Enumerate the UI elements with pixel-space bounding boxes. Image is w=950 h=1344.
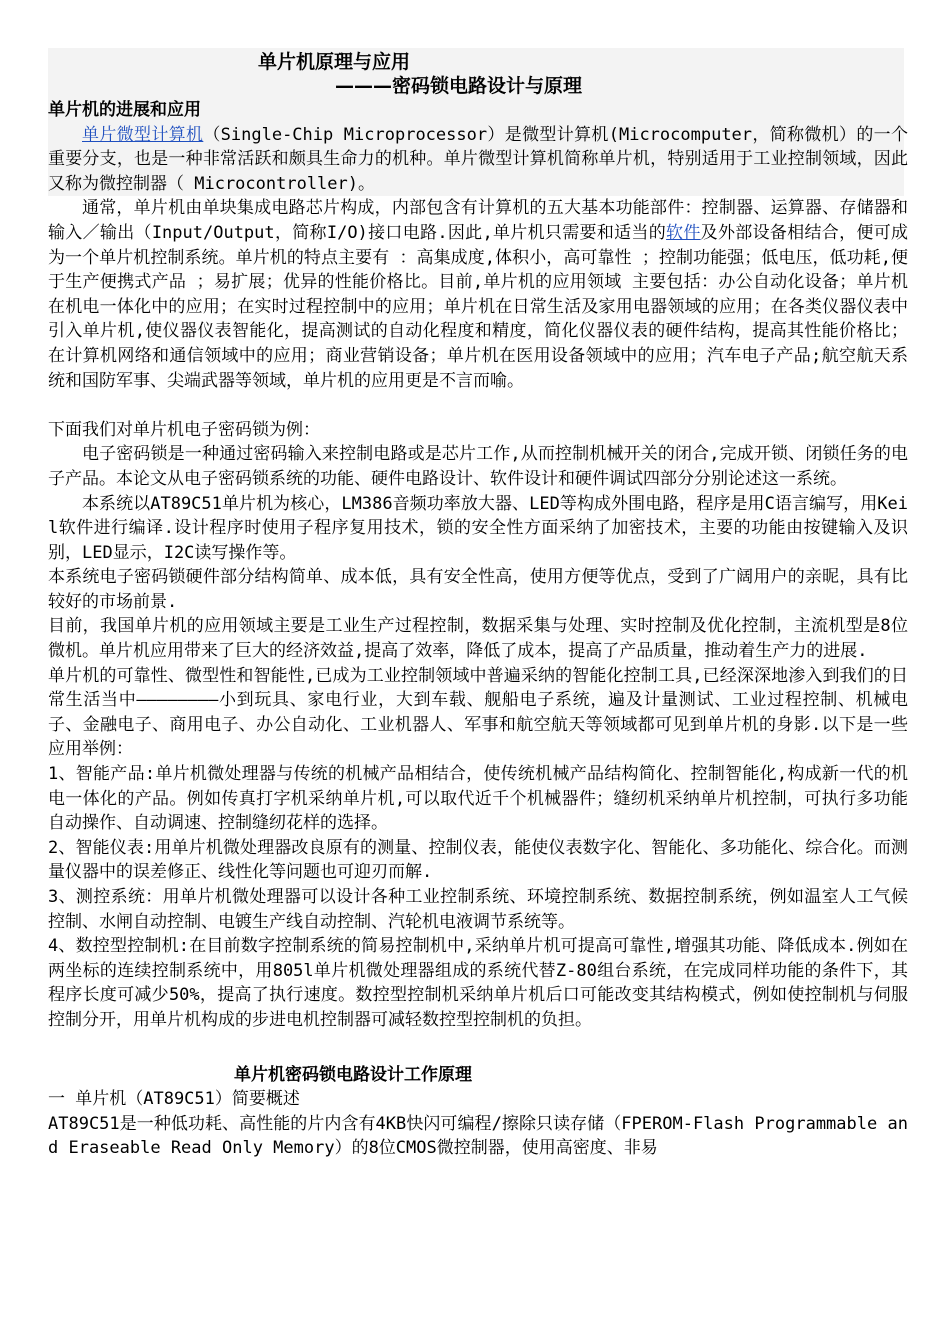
paragraph-intro-text: （Single-Chip Microprocessor）是微型计算机(Microcomputer，简称微机）的一个重要分支，也是一种非常活跃和颇具生命力的机种。单片微型计算机简称单片机，特别适用于工业控制领域，因此又称为微控制器（ Microcontroller)。 [48, 124, 909, 194]
paragraph-structure-text-a: 通常，单片机由单块集成电路芯片构成，内部包含有计算机的五大基本功能部件：控制器、运算器、存储器和输入／输出（Input/Output，简称I/O)接口电路.因此,单片机只需要和适当的 [48, 198, 908, 243]
paragraph-at89c51: AT89C51是一种低功耗、高性能的片内含有4KB快闪可编程/擦除只读存储（FPEROM-Flash Programmable and Eraseable Read Only Memory）的8位CMOS微控制器，使用高密度、非易 [48, 1113, 908, 1159]
link-single-chip-computer[interactable]: 单片微型计算机 [82, 124, 204, 145]
blank-line [48, 1033, 908, 1063]
paragraph-intro [48, 123, 908, 197]
paragraph-lock-definition: 电子密码锁是一种通过密码输入来控制电路或是芯片工作,从而控制机械开关的闭合,完成开锁、闭锁任务的电子产品。本论文从电子密码锁系统的功能、硬件电路设计、软件设计和硬件调试四部分分别论述这一系统。 [48, 444, 908, 489]
paragraph-system-overview: 本系统以AT89C51单片机为核心，LM386音频功率放大器、LED等构成外围电路，程序是用C语言编写，用Keil软件进行编译.设计程序时使用子程序复用技术，锁的安全性方面采纳了加密技术，主要的功能由按键输入及识别，LED显示，I2C读写操作等。 [48, 493, 908, 563]
paragraph-structure-text-b: 及外部设备相结合，便可成为一个单片机控制系统。单片机的特点主要有 ：高集成度,体积小，高可靠性 ；控制功能强；低电压，低功耗,便于生产便携式产品 ；易扩展；优异的性能价格比。目前,单片机的应用领域 主要包括：办公自动化设备；单片机在机电一体化中的应用；在实时过程控制中的应用；单片机在日常生活及家用电器领域的应用；在各类仪器仪表中引入单片机,使仪器仪表智能化，提高测试的自动化程度和精度，简化仪器仪表的硬件结构，提高其性能价格比；在计算机网络和通信领域中的应用；商业营销设备；单片机在医用设备领域中的应用；汽车电子产品;航空航天系统和国防军事、尖端武器等领域，单片机的应用更是不言而喻。 [48, 222, 908, 391]
section-heading-progress: 单片机的进展和应用 [48, 100, 201, 120]
list-item-smart-products: 1、智能产品:单片机微处理器与传统的机械产品相结合，使传统机械产品结构简化、控制智能化,构成新一代的机电一体化的产品。例如传真打字机采纳单片机,可以取代近千个机械器件；缝纫机采纳单片机控制，可执行多功能自动操作、自动调速、控制缝纫花样的选择。 [48, 764, 908, 834]
subsection-heading-at89c51: 一 单片机（AT89C51）简要概述 [48, 1089, 300, 1110]
paragraph-reliability: 单片机的可靠性、微型性和智能性,已成为工业控制领域中普遍采纳的智能化控制工具,已经深深地渗入到我们的日常生活当中————————小到玩具、家电行业，大到车载、舰船电子系统，遍及计量测试、工业过程控制、机械电子、金融电子、商用电子、办公自动化、工业机器人、军事和航空航天等领域都可见到单片机的身影.以下是一些应用举例： [48, 665, 908, 760]
paragraph-structure [48, 196, 908, 393]
paragraph-hardware-advantages: 本系统电子密码锁硬件部分结构简单、成本低，具有安全性高，使用方便等优点，受到了广阔用户的亲昵，具有比较好的市场前景. [48, 567, 908, 612]
document-title: 单片机原理与应用 [258, 51, 411, 73]
blank-line [48, 393, 908, 418]
document-subtitle: ———密码锁电路设计与原理 [335, 75, 583, 97]
paragraph-domestic-application: 目前，我国单片机的应用领域主要是工业生产过程控制，数据采集与处理、实时控制及优化控制，主流机型是8位微机。单片机应用带来了巨大的经济效益,提高了效率，降低了成本，提高了产品质量，推动着生产力的进展. [48, 616, 908, 662]
section-heading-principle: 单片机密码锁电路设计工作原理 [234, 1064, 472, 1085]
paragraph-example-lead: 下面我们对单片机电子密码锁为例： [48, 419, 320, 440]
document-body [48, 50, 908, 1161]
link-software[interactable]: 软件 [666, 222, 701, 243]
list-item-smart-instruments: 2、智能仪表:用单片机微处理器改良原有的测量、控制仪表，能使仪表数字化、智能化、多功能化、综合化。而测量仪器中的误差修正、线性化等问题也可迎刃而解. [48, 837, 908, 883]
list-item-measurement-control: 3、测控系统：用单片机微处理器可以设计各种工业控制系统、环境控制系统、数据控制系统，例如温室人工气候控制、水闸自动控制、电镀生产线自动控制、汽轮机电液调节系统等。 [48, 887, 908, 932]
list-item-numeric-control: 4、数控型控制机:在目前数字控制系统的简易控制机中,采纳单片机可提高可靠性,增强其功能、降低成本.例如在两坐标的连续控制系统中，用805l单片机微处理器组成的系统代替Z-80组台系统，在完成同样功能的条件下，其程序长度可减少50%，提高了执行速度。数控型控制机采纳单片机后口可能改变其结构模式，例如使控制机与伺服控制分开，用单片机构成的步进电机控制器可减轻数控型控制机的负担。 [48, 936, 908, 1030]
